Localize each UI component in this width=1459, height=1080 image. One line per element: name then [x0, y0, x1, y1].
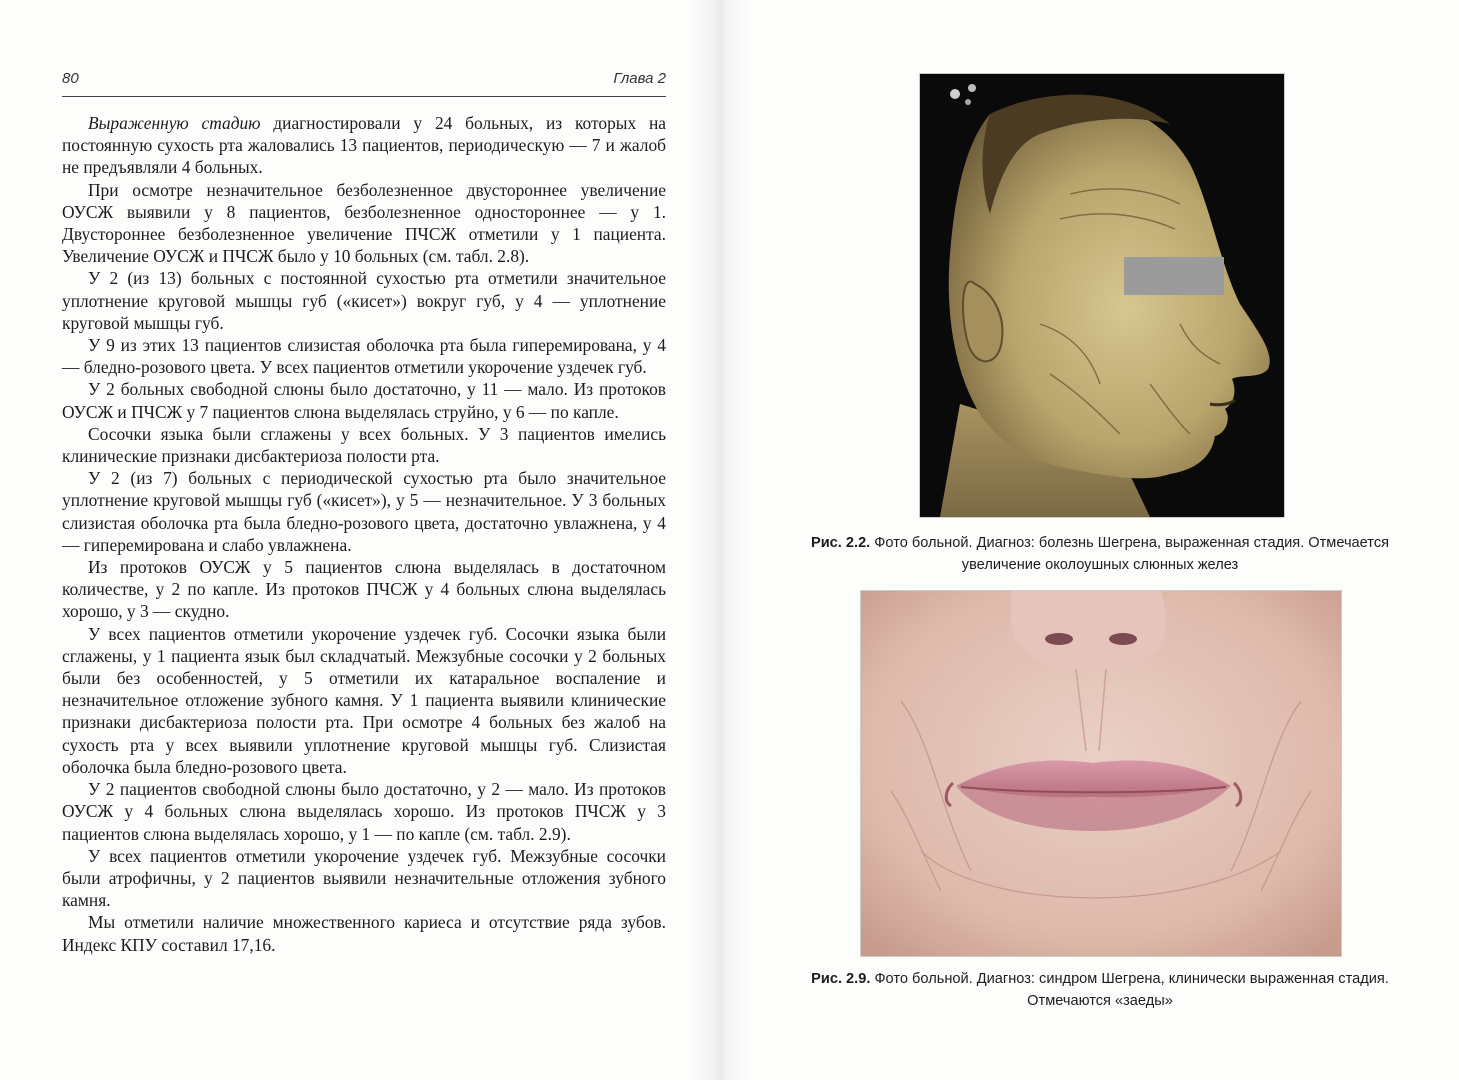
paragraph: Мы отметили наличие множественного кариеса и отсутствие ряда зубов. Индекс КПУ составил 17,16.	[62, 912, 666, 955]
paragraph: У 9 из этих 13 пациентов слизистая оболочка рта была гиперемирована, у 4 — бледно-розового цвета. У всех пациентов отметили укорочение уздечек губ.	[62, 335, 666, 378]
paragraph: Из протоков ОУСЖ у 5 пациентов слюна выделялась в достаточном количестве, у 2 по капле. Из протоков ПЧСЖ у 4 больных слюна выделялась хорошо, у 3 — скудно.	[62, 557, 666, 622]
paragraph: У всех пациентов отметили укорочение уздечек губ. Межзубные сосочки были атрофичны, у 2 пациентов выявили незначительные отложения зубного камня.	[62, 845, 666, 911]
emphasis-term: Выраженную стадию	[88, 113, 261, 133]
paragraph: Сосочки языка были сглажены у всех больных. У 3 пациентов имелись клинические признаки дисбактериоза полости рта.	[62, 423, 666, 467]
chapter-title: Глава 2	[613, 70, 666, 87]
page-number: 80	[62, 70, 79, 87]
figure-caption	[780, 532, 1420, 576]
paragraph: У 2 пациентов свободной слюны было достаточно, у 2 — мало. Из протоков ОУСЖ у 4 больных слюна выделялась хорошо. Из протоков ПЧСЖ у 3 пациентов слюна выделялась хорошо, у 1 — по капле (см. табл. 2.9).	[62, 779, 666, 844]
lips-photo	[860, 590, 1342, 957]
running-head	[62, 70, 666, 97]
figure-label: Рис. 2.2.	[810, 535, 871, 551]
paragraph: У 2 (из 7) больных с периодической сухостью рта было значительное уплотнение круговой мышцы губ («кисет»), у 5 — незначительное. У 3 больных слизистая оболочка рта была бледно-розового цвета, достаточно увлажнена, у 4 — гиперемирована и слабо увлажнена.	[62, 468, 666, 555]
profile-photo-illustration	[920, 74, 1284, 517]
figure-caption-text: Фото больной. Диагноз: синдром Шегрена, клинически выраженная стадия. Отмечаются «заеды»	[870, 971, 1389, 1009]
figure-caption-text: Фото больной. Диагноз: болезнь Шегрена, выраженная стадия. Отмечается увеличение околоушных слюнных желез	[870, 535, 1390, 573]
figure-caption	[780, 968, 1420, 1012]
figure-label: Рис. 2.9.	[811, 971, 871, 987]
body-text	[62, 112, 666, 956]
paragraph: У 2 больных свободной слюны было достаточно, у 11 — мало. Из протоков ОУСЖ и ПЧСЖ у 7 пациентов слюна выделялась струйно, у 6 — по капле.	[62, 379, 666, 422]
book-gutter	[690, 0, 750, 1080]
paragraph: Выраженную стадию диагностировали у 24 больных, из которых на постоянную сухость рта жаловались 13 пациентов, периодическую — 7 и жалоб не предъявляли 4 больных.	[62, 113, 666, 178]
paragraph: У всех пациентов отметили укорочение уздечек губ. Сосочки языка были сглажены, у 1 пациента язык был складчатый. Межзубные сосочки у 2 больных были без особенностей, у 5 отметили их катаральное воспаление и незначительное отложение зубного камня. У 1 пациента выявили клинические признаки дисбактериоза полости рта. При осмотре 4 больных без жалоб на сухость рта у всех выявили уплотнение круговой мышцы губ. Слизистая оболочка была бледно-розового цвета.	[62, 623, 666, 777]
paragraph: При осмотре незначительное безболезненное двустороннее увеличение ОУСЖ выявили у 8 пациентов, безболезненное одностороннее — у 1. Двустороннее безболезненное увеличение ПЧСЖ отметили у 1 пациента. Увеличение ОУСЖ и ПЧСЖ было у 10 больных (см. табл. 2.8).	[62, 179, 666, 267]
profile-photo	[919, 73, 1285, 518]
lips-photo-illustration	[861, 591, 1341, 956]
paragraph: У 2 (из 13) больных с постоянной сухостью рта отметили значительное уплотнение круговой мышцы губ («кисет») вокруг губ, у 4 — уплотнение круговой мышцы губ.	[62, 268, 666, 333]
